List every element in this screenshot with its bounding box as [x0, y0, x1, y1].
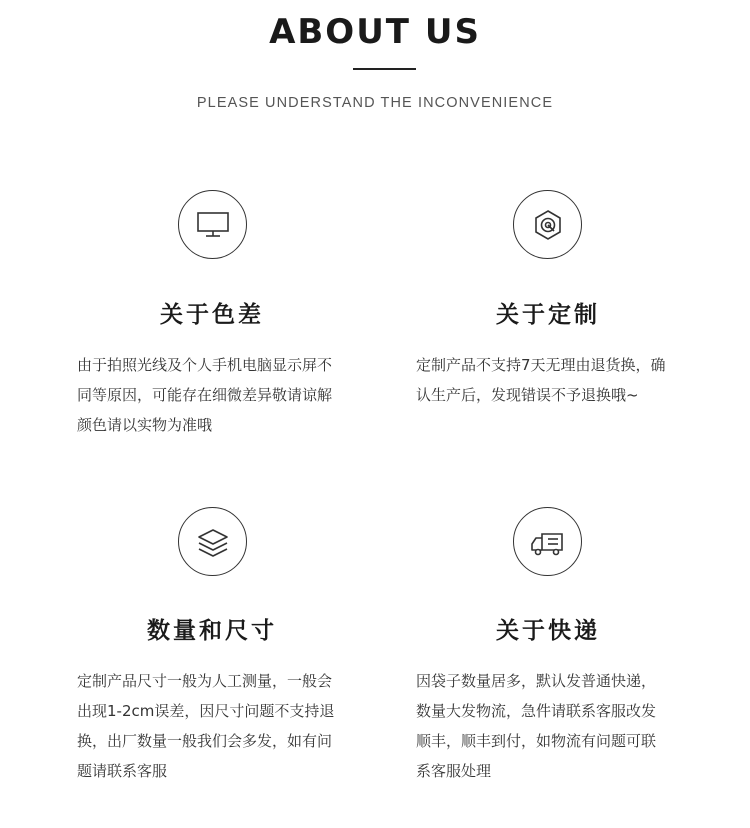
truck-icon-circle	[513, 507, 582, 576]
block-text-custom	[416, 350, 691, 410]
block-title-delivery: 关于快递	[496, 618, 600, 644]
text-line: 系客服处理	[416, 762, 492, 780]
block-text-delivery	[416, 666, 691, 786]
text-line: 同等原因，可能存在细微差异敬请谅解	[77, 386, 333, 404]
layers-icon-circle	[178, 507, 247, 576]
block-title-color: 关于色差	[160, 302, 264, 328]
text-line: 颜色请以实物为准哦	[77, 416, 213, 434]
page-subtitle: PLEASE UNDERSTAND THE INCONVENIENCE	[196, 95, 554, 111]
text-line: 顺丰，顺丰到付，如物流有问题可联	[416, 732, 657, 750]
text-line: 定制产品不支持7天无理由退货换，确	[416, 356, 666, 374]
layers-icon	[195, 524, 231, 560]
text-line: 题请联系客服	[77, 762, 168, 780]
block-text-size	[77, 666, 352, 786]
page-title: ABOUT US	[269, 12, 481, 52]
text-line: 数量大发物流，急件请联系客服改发	[416, 702, 657, 720]
text-line: 换，出厂数量一般我们会多发，如有问	[77, 732, 333, 750]
hexagon-badge-icon	[530, 207, 566, 243]
monitor-icon	[195, 210, 231, 240]
block-text-color	[77, 350, 352, 440]
block-title-size: 数量和尺寸	[147, 618, 277, 644]
text-line: 由于拍照光线及个人手机电脑显示屏不	[77, 356, 333, 374]
text-line: 认生产后，发现错误不予退换哦~	[416, 386, 639, 404]
truck-icon	[528, 524, 568, 560]
monitor-icon-circle	[178, 190, 247, 259]
title-divider	[353, 68, 416, 70]
hexagon-badge-icon-circle	[513, 190, 582, 259]
text-line: 因袋子数量居多，默认发普通快递，	[416, 672, 657, 690]
block-title-custom: 关于定制	[496, 302, 600, 328]
text-line: 出现1-2cm误差，因尺寸问题不支持退	[77, 702, 335, 720]
text-line: 定制产品尺寸一般为人工测量，一般会	[77, 672, 333, 690]
